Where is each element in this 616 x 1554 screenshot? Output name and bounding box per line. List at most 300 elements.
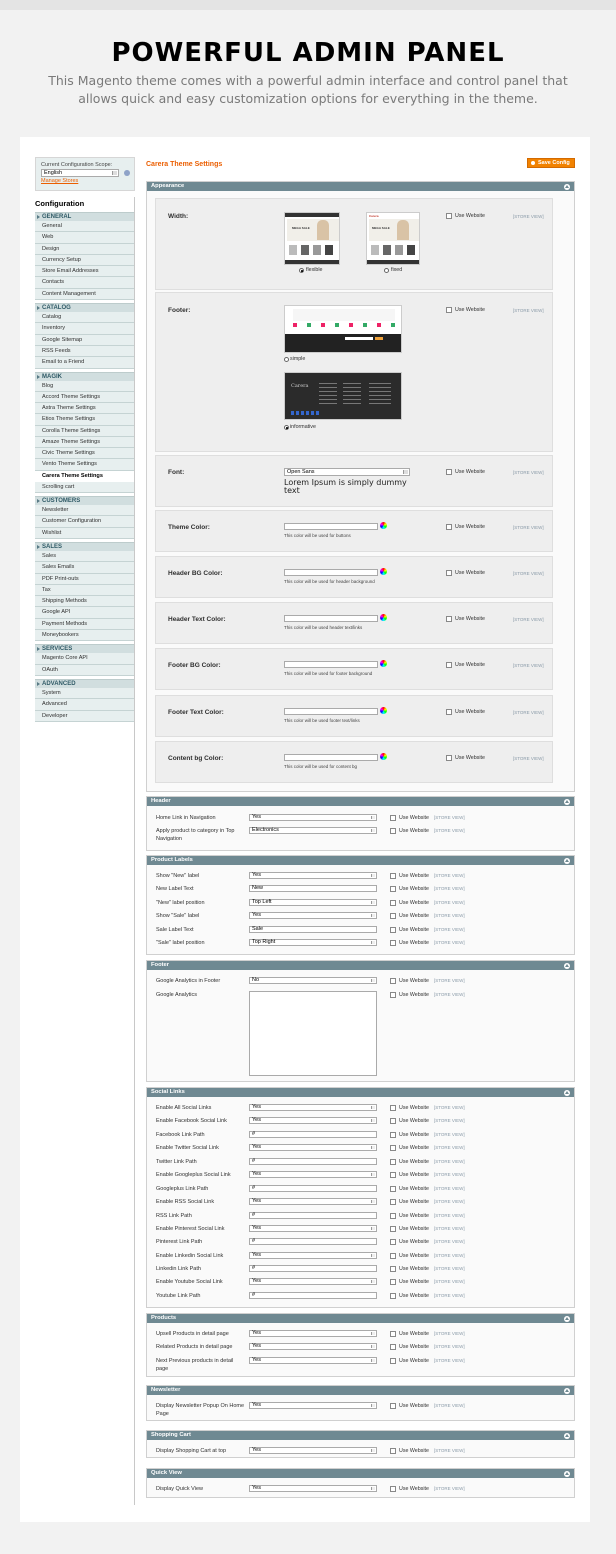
sidebar-item[interactable]: Shipping Methods [35,596,135,607]
use-website-label: Use Website [399,1226,429,1232]
color-note: This color will be used footer text/links [284,718,360,723]
sidebar-item[interactable]: General [35,221,135,232]
section-title: Newsletter [151,1387,181,1393]
sidebar-item[interactable]: Civic Theme Settings [35,448,135,459]
color-note: This color will be used for header background [284,579,375,584]
color-picker-icon[interactable] [380,753,387,760]
width-option-flexible: flexible [306,267,323,273]
font-select[interactable]: Open Sans [284,468,410,476]
sidebar-item[interactable]: Email to a Friend [35,357,135,368]
use-website-label: Use Website [399,1132,429,1138]
setting-label: Home Link in Navigation [156,815,216,821]
sidebar-item[interactable]: Accord Theme Settings [35,392,135,403]
color-picker-icon[interactable] [380,707,387,714]
setting-label: Enable Googleplus Social Link [156,1172,231,1178]
select-field[interactable]: Yes [249,814,377,821]
sidebar-group [35,679,135,722]
store-view-tag: [STORE VIEW] [513,710,544,715]
store-view-tag: [STORE VIEW] [513,663,544,668]
store-view-tag: [STORE VIEW] [434,1186,465,1191]
sidebar-item[interactable]: Wishlist [35,528,135,539]
use-website-checkbox[interactable] [390,1159,396,1165]
section-newsletter [146,1385,575,1421]
sidebar-group-title[interactable]: GENERAL [35,212,135,221]
color-input[interactable] [284,569,378,576]
setting-label: Show "New" label [156,873,200,879]
collapse-icon[interactable] [564,1433,570,1439]
sidebar-item[interactable]: Google Sitemap [35,335,135,346]
color-input[interactable] [284,708,378,715]
thumb-caption-b: MEGA SALE [372,226,390,230]
thumb-caption-a: MEGA SALE [292,226,310,230]
color-input[interactable] [284,661,378,668]
use-website-label: Use Website [399,940,429,946]
sidebar-item[interactable]: Currency Setup [35,255,135,266]
config-sidebar [35,157,135,722]
use-website-checkbox[interactable] [390,927,396,933]
store-view-tag: [STORE VIEW] [434,992,465,997]
sidebar-item[interactable]: Developer [35,711,135,722]
sidebar-group-title[interactable]: MAGIK [35,372,135,381]
setting-label: Enable Youtube Social Link [156,1279,223,1285]
hero-title: POWERFUL ADMIN PANEL [111,38,505,68]
store-view-tag: [STORE VIEW] [434,886,465,891]
use-website-checkbox[interactable] [446,709,452,715]
section-labels [146,855,575,955]
color-picker-icon[interactable] [380,568,387,575]
color-note: This color will be used header text/links [284,625,363,630]
store-view-tag: [STORE VIEW] [434,913,465,918]
width-card [155,198,553,290]
color-label: Theme Color: [168,524,210,531]
section-header[interactable] [147,856,574,865]
sidebar-item[interactable]: Tax [35,585,135,596]
use-website-checkbox[interactable] [390,1105,396,1111]
color-card [155,741,553,783]
use-website-label: Use Website [399,1358,429,1364]
use-website-label: Use Website [455,709,485,715]
use-website-checkbox[interactable] [446,570,452,576]
sidebar-group [35,303,135,368]
sidebar-group [35,372,135,494]
sidebar-group-title[interactable]: ADVANCED [35,679,135,688]
section-header[interactable] [147,1386,574,1395]
select-field[interactable]: Yes [249,912,377,919]
use-website-label: Use Website [399,815,429,821]
section-header[interactable] [147,182,574,191]
sidebar-item[interactable]: Store Email Addresses [35,266,135,277]
use-website-checkbox[interactable] [390,1293,396,1299]
setting-label: Related Products in detail page [156,1344,233,1350]
select-field[interactable]: Electronics [249,827,377,834]
use-website-label: Use Website [455,570,485,576]
sidebar-groups [35,212,135,722]
width-flexible-thumbnail [284,212,340,265]
setting-label: Apply product to category in Top Navigation [156,828,235,842]
sidebar-item[interactable]: Newsletter [35,505,135,516]
store-view-tag: [STORE VIEW] [434,940,465,945]
section-cart [146,1430,575,1458]
use-website-checkbox[interactable] [390,873,396,879]
use-website-label: Use Website [399,978,429,984]
store-view-tag: [STORE VIEW] [513,308,544,313]
sidebar-group [35,542,135,641]
use-website-checkbox[interactable] [446,213,452,219]
collapse-icon[interactable] [564,184,570,190]
use-website-checkbox[interactable] [390,1253,396,1259]
select-field[interactable]: Top Right [249,939,377,946]
color-note: This color will be used for buttons [284,533,351,538]
collapse-icon[interactable] [564,1471,570,1477]
use-website-label: Use Website [399,1486,429,1492]
sidebar-group [35,496,135,539]
store-view-tag: [STORE VIEW] [434,1105,465,1110]
use-website-label: Use Website [455,524,485,530]
width-fixed-thumbnail [366,212,420,265]
use-website-checkbox[interactable] [446,524,452,530]
scope-select[interactable]: English [41,169,119,177]
color-picker-icon[interactable] [380,522,387,529]
use-website-label: Use Website [455,616,485,622]
footer-label: Footer: [168,307,191,314]
footer-thumb-brand: Carera [291,383,309,389]
use-website-checkbox[interactable] [390,1145,396,1151]
select-field[interactable]: Yes [249,1330,377,1337]
section-footer [146,960,575,1082]
text-field[interactable]: # [249,1265,377,1272]
store-view-tag: [STORE VIEW] [434,815,465,820]
textarea-field[interactable] [249,991,377,1076]
store-view-tag: [STORE VIEW] [434,1145,465,1150]
store-view-tag: [STORE VIEW] [434,1344,465,1349]
use-website-label: Use Website [399,1213,429,1219]
select-field[interactable]: Yes [249,1225,377,1232]
sidebar-divider [134,197,135,1505]
use-website-checkbox[interactable] [390,1403,396,1409]
use-website-checkbox[interactable] [446,307,452,313]
use-website-label: Use Website [399,1253,429,1259]
use-website-checkbox[interactable] [446,662,452,668]
store-view-tag: [STORE VIEW] [434,1403,465,1408]
section-title: Footer [151,962,170,968]
sidebar-item[interactable]: Sales [35,551,135,562]
top-strip [0,0,616,10]
text-field[interactable]: # [249,1131,377,1138]
font-label: Font: [168,469,185,476]
use-website-checkbox[interactable] [390,1132,396,1138]
use-website-checkbox[interactable] [390,886,396,892]
use-website-label: Use Website [399,1293,429,1299]
setting-label: Enable Twitter Social Link [156,1145,219,1151]
use-website-label: Use Website [455,213,485,219]
text-field[interactable]: # [249,1185,377,1192]
store-view-tag: [STORE VIEW] [434,873,465,878]
sidebar-group-title[interactable]: SALES [35,542,135,551]
section-header[interactable] [147,1088,574,1097]
setting-label: Display Quick View [156,1486,203,1492]
select-field[interactable]: No [249,977,377,984]
section-header[interactable] [147,961,574,970]
use-website-label: Use Website [399,1145,429,1151]
text-field[interactable]: # [249,1158,377,1165]
use-website-label: Use Website [399,886,429,892]
use-website-checkbox[interactable] [390,815,396,821]
text-field[interactable]: Sale [249,926,377,933]
width-flexible-radio[interactable] [299,268,304,273]
color-note: This color will be used for footer background [284,671,373,676]
sidebar-item[interactable]: Moneybookers [35,630,135,641]
setting-label: Linkedin Link Path [156,1266,201,1272]
color-label: Header BG Color: [168,570,223,577]
sidebar-item[interactable]: Etios Theme Settings [35,414,135,425]
color-label: Footer Text Color: [168,709,224,716]
use-website-checkbox[interactable] [390,900,396,906]
sidebar-item[interactable]: Catalog [35,312,135,323]
setting-label: Upsell Products in detail page [156,1331,229,1337]
use-website-label: Use Website [399,992,429,998]
store-view-tag: [STORE VIEW] [434,1118,465,1123]
section-products [146,1313,575,1377]
select-field[interactable]: Yes [249,1343,377,1350]
manage-stores-link[interactable]: Manage Stores [41,178,79,184]
text-field[interactable]: # [249,1238,377,1245]
collapse-icon[interactable] [564,799,570,805]
thumb-brand-b: Carera [369,214,379,218]
store-view-tag: [STORE VIEW] [434,828,465,833]
section-header[interactable] [147,1314,574,1323]
select-field[interactable]: Yes [249,1447,377,1454]
section-title: Product Labels [151,857,193,863]
sidebar-item[interactable]: Magento Core API [35,653,135,664]
section-title: Header [151,798,171,804]
use-website-checkbox[interactable] [446,469,452,475]
setting-label: Facebook Link Path [156,1132,205,1138]
color-picker-icon[interactable] [380,614,387,621]
sidebar-item[interactable]: Content Management [35,289,135,300]
sidebar-item[interactable]: Google API [35,607,135,618]
sidebar-item[interactable]: Amaze Theme Settings [35,437,135,448]
use-website-label: Use Website [399,1279,429,1285]
select-field[interactable]: Yes [249,1278,377,1285]
page-title: Carera Theme Settings [146,161,223,168]
use-website-checkbox[interactable] [390,1266,396,1272]
color-label: Footer BG Color: [168,662,221,669]
sidebar-item[interactable]: PDF Print-outs [35,574,135,585]
section-title: Products [151,1315,177,1321]
color-note: This color will be used for content bg [284,764,358,769]
use-website-label: Use Website [399,1331,429,1337]
use-website-checkbox[interactable] [390,1118,396,1124]
color-input[interactable] [284,615,378,622]
setting-label: Enable Linkedin Social Link [156,1253,224,1259]
store-view-tag: [STORE VIEW] [434,1448,465,1453]
store-view-tag: [STORE VIEW] [434,1486,465,1491]
use-website-label: Use Website [399,927,429,933]
scope-label: Current Configuration Scope: [41,162,113,168]
select-field[interactable]: Yes [249,1357,377,1364]
use-website-checkbox[interactable] [446,755,452,761]
collapse-icon[interactable] [564,963,570,969]
hero-subtitle: This Magento theme comes with a powerful admin interface and control panel that allows quick and easy customization options for everything in the theme. [48,73,568,106]
section-social [146,1087,575,1308]
setting-label: Display Shopping Cart at top [156,1448,227,1454]
select-field[interactable]: Yes [249,1104,377,1111]
font-card [155,455,553,507]
select-field[interactable]: Top Left [249,899,377,906]
sidebar-item[interactable]: System [35,688,135,699]
footer-informative-thumbnail [284,372,402,420]
scope-switcher [35,157,135,191]
select-field[interactable]: Yes [249,1485,377,1492]
section-quickview [146,1468,575,1498]
section-title: Quick View [151,1470,182,1476]
section-title: Shopping Cart [151,1432,191,1438]
sidebar-item[interactable]: Inventory [35,323,135,334]
use-website-checkbox[interactable] [390,913,396,919]
select-field[interactable]: Yes [249,1144,377,1151]
color-card [155,556,553,598]
use-website-label: Use Website [455,755,485,761]
sidebar-item[interactable]: Sales Emails [35,562,135,573]
section-header[interactable] [147,1431,574,1440]
color-input[interactable] [284,754,378,761]
use-website-checkbox[interactable] [390,1186,396,1192]
use-website-checkbox[interactable] [390,1199,396,1205]
setting-label: RSS Link Path [156,1213,192,1219]
store-view-tag: [STORE VIEW] [434,978,465,983]
use-website-label: Use Website [399,913,429,919]
use-website-label: Use Website [399,828,429,834]
use-website-checkbox[interactable] [390,1448,396,1454]
use-website-checkbox[interactable] [390,828,396,834]
sidebar-group [35,644,135,676]
sidebar-item[interactable]: Payment Methods [35,619,135,630]
use-website-checkbox[interactable] [390,1344,396,1350]
setting-label: Next Previous products in detail page [156,1358,234,1372]
color-card [155,648,553,690]
use-website-label: Use Website [399,1239,429,1245]
setting-label: Enable Pinterest Social Link [156,1226,225,1232]
sidebar-item[interactable]: RSS Feeds [35,346,135,357]
select-field[interactable]: Yes [249,1402,377,1409]
collapse-icon[interactable] [564,1388,570,1394]
sidebar-group-title[interactable]: CUSTOMERS [35,496,135,505]
sidebar-item[interactable]: Contacts [35,277,135,288]
setting-label: Googleplus Link Path [156,1186,209,1192]
sidebar-item[interactable]: OAuth [35,665,135,676]
sidebar-item[interactable]: Design [35,244,135,255]
save-config-button[interactable]: Save Config [527,158,575,168]
store-view-tag: [STORE VIEW] [434,927,465,932]
text-field[interactable]: # [249,1292,377,1299]
collapse-icon[interactable] [564,1090,570,1096]
collapse-icon[interactable] [564,1316,570,1322]
section-appearance [146,181,575,792]
sidebar-item[interactable]: Carera Theme Settings [35,471,135,482]
use-website-checkbox[interactable] [390,1213,396,1219]
store-view-tag: [STORE VIEW] [513,470,544,475]
use-website-checkbox[interactable] [390,1358,396,1364]
select-field[interactable]: Yes [249,872,377,879]
select-field[interactable]: Yes [249,1198,377,1205]
use-website-checkbox[interactable] [390,1172,396,1178]
use-website-checkbox[interactable] [390,1331,396,1337]
setting-label: Enable Facebook Social Link [156,1118,227,1124]
sidebar-item[interactable]: Astra Theme Settings [35,403,135,414]
use-website-label: Use Website [399,873,429,879]
sidebar-item[interactable]: Vento Theme Settings [35,459,135,470]
sidebar-group [35,212,135,300]
store-view-tag: [STORE VIEW] [513,756,544,761]
use-website-label: Use Website [399,1448,429,1454]
use-website-checkbox[interactable] [390,978,396,984]
color-picker-icon[interactable] [380,660,387,667]
sidebar-group-title[interactable]: CATALOG [35,303,135,312]
width-fixed-radio[interactable] [384,268,389,273]
store-view-tag: [STORE VIEW] [434,1226,465,1231]
use-website-label: Use Website [399,1172,429,1178]
sidebar-group-title[interactable]: SERVICES [35,644,135,653]
store-view-tag: [STORE VIEW] [513,525,544,530]
sidebar-item[interactable]: Web [35,232,135,243]
use-website-checkbox[interactable] [390,1239,396,1245]
use-website-label: Use Website [399,1266,429,1272]
footer-simple-radio[interactable] [284,357,289,362]
use-website-checkbox[interactable] [390,1279,396,1285]
use-website-checkbox[interactable] [390,940,396,946]
use-website-label: Use Website [399,1118,429,1124]
sidebar-item[interactable]: Blog [35,381,135,392]
store-view-tag: [STORE VIEW] [434,1279,465,1284]
section-header[interactable] [147,797,574,806]
select-field[interactable]: Yes [249,1171,377,1178]
section-title: Social Links [151,1089,185,1095]
setting-label: Google Analytics [156,992,197,998]
store-view-tag: [STORE VIEW] [434,900,465,905]
select-field[interactable]: Yes [249,1252,377,1259]
setting-label: Show "Sale" label [156,913,200,919]
admin-screenshot-frame [20,137,590,1522]
use-website-label: Use Website [399,1403,429,1409]
color-label: Content bg Color: [168,755,224,762]
section-header[interactable] [147,1469,574,1478]
width-label: Width: [168,213,189,220]
collapse-icon[interactable] [564,858,570,864]
sidebar-item[interactable]: Scrolling cart [35,482,135,493]
use-website-checkbox[interactable] [390,1486,396,1492]
use-website-label: Use Website [455,662,485,668]
use-website-checkbox[interactable] [390,992,396,998]
setting-label: Youtube Link Path [156,1293,201,1299]
use-website-checkbox[interactable] [390,1226,396,1232]
sidebar-item[interactable]: Customer Configuration [35,516,135,527]
color-card [155,695,553,737]
select-field[interactable]: Yes [249,1117,377,1124]
footer-option-informative: informative [290,424,316,430]
help-icon[interactable] [124,170,130,176]
footer-informative-radio[interactable] [284,425,289,430]
text-field[interactable]: # [249,1212,377,1219]
use-website-checkbox[interactable] [446,616,452,622]
store-view-tag: [STORE VIEW] [513,617,544,622]
color-input[interactable] [284,523,378,530]
store-view-tag: [STORE VIEW] [434,1358,465,1363]
text-field[interactable]: New [249,885,377,892]
sidebar-item[interactable]: Corolla Theme Settings [35,426,135,437]
setting-label: Google Analytics in Footer [156,978,221,984]
setting-label: Pinterest Link Path [156,1239,203,1245]
sidebar-item[interactable]: Advanced [35,699,135,710]
